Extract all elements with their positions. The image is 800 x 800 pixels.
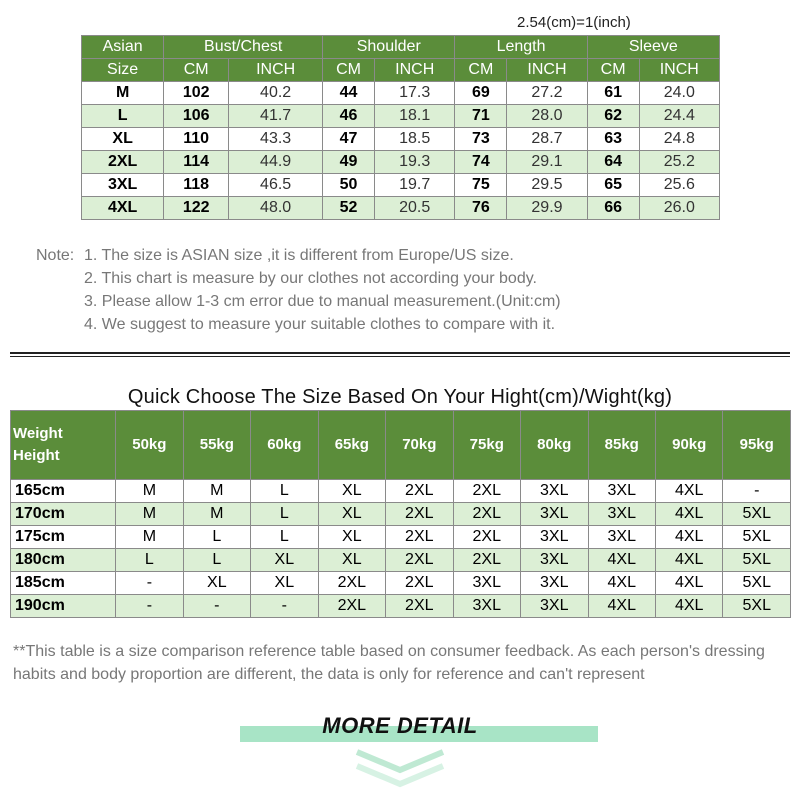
inch-value-cell: 19.7 (375, 174, 455, 197)
size-measurement-table (81, 35, 720, 220)
recommended-size-cell: 2XL (318, 572, 385, 595)
cm-value-cell: 102 (164, 82, 229, 105)
recommended-size-cell: 4XL (655, 526, 722, 549)
height-cell: 190cm (11, 595, 116, 618)
unit-header: INCH (229, 59, 323, 82)
cm-value-cell: 52 (323, 197, 375, 220)
cm-value-cell: 71 (455, 105, 507, 128)
cm-value-cell: 118 (164, 174, 229, 197)
weight-header-cell: 65kg (318, 411, 385, 480)
inch-value-cell: 24.0 (639, 82, 719, 105)
unit-conversion-note: 2.54(cm)=1(inch) (517, 14, 631, 31)
inch-value-cell: 27.2 (507, 82, 587, 105)
height-row (11, 480, 791, 503)
recommended-size-cell: - (723, 480, 791, 503)
section-divider (10, 356, 790, 357)
inch-value-cell: 29.5 (507, 174, 587, 197)
recommended-size-cell: 3XL (588, 503, 655, 526)
inch-value-cell: 29.9 (507, 197, 587, 220)
recommended-size-cell: - (116, 572, 183, 595)
height-cell: 170cm (11, 503, 116, 526)
header-length: Length (455, 36, 587, 59)
recommended-size-cell: 3XL (453, 595, 520, 618)
recommended-size-cell: 2XL (386, 480, 453, 503)
cm-value-cell: 61 (587, 82, 639, 105)
recommended-size-cell: 3XL (453, 572, 520, 595)
recommended-size-cell: L (251, 480, 318, 503)
header-asian: Asian (82, 36, 164, 59)
recommended-size-cell: 5XL (723, 595, 791, 618)
recommended-size-cell: 3XL (521, 572, 588, 595)
unit-header: INCH (639, 59, 719, 82)
cm-value-cell: 75 (455, 174, 507, 197)
recommended-size-cell: 3XL (521, 503, 588, 526)
recommended-size-cell: 2XL (386, 549, 453, 572)
note-text: 1. The size is ASIAN size ,it is different from Europe/US size. (84, 247, 514, 264)
recommended-size-cell: 2XL (453, 549, 520, 572)
header-sleeve: Sleeve (587, 36, 719, 59)
recommended-size-cell: XL (318, 503, 385, 526)
inch-value-cell: 41.7 (229, 105, 323, 128)
recommended-size-cell: 3XL (521, 526, 588, 549)
recommended-size-cell: 4XL (588, 549, 655, 572)
inch-value-cell: 44.9 (229, 151, 323, 174)
recommended-size-cell: L (251, 526, 318, 549)
inch-value-cell: 40.2 (229, 82, 323, 105)
height-cell: 185cm (11, 572, 116, 595)
inch-value-cell: 26.0 (639, 197, 719, 220)
inch-value-cell: 25.6 (639, 174, 719, 197)
recommended-size-cell: XL (318, 480, 385, 503)
cm-value-cell: 114 (164, 151, 229, 174)
header-bust-chest: Bust/Chest (164, 36, 323, 59)
height-row (11, 572, 791, 595)
note-label: Note: (36, 247, 75, 264)
recommended-size-cell: 3XL (521, 549, 588, 572)
chevron-down-icon (355, 748, 445, 788)
size-cell: 2XL (82, 151, 164, 174)
size-row (82, 174, 720, 197)
cm-value-cell: 106 (164, 105, 229, 128)
height-cell: 165cm (11, 480, 116, 503)
note-line (36, 244, 561, 267)
quick-choose-title: Quick Choose The Size Based On Your Hight(cm)/Wight(kg) (127, 386, 673, 408)
size-table-body (82, 82, 720, 220)
recommended-size-cell: L (116, 549, 183, 572)
cm-value-cell: 110 (164, 128, 229, 151)
size-row (82, 105, 720, 128)
recommended-size-cell: XL (183, 572, 250, 595)
cm-value-cell: 74 (455, 151, 507, 174)
size-cell: 3XL (82, 174, 164, 197)
unit-header: INCH (507, 59, 587, 82)
recommended-size-cell: 5XL (723, 572, 791, 595)
inch-value-cell: 24.4 (639, 105, 719, 128)
recommended-size-cell: L (183, 526, 250, 549)
cm-value-cell: 64 (587, 151, 639, 174)
cm-value-cell: 63 (587, 128, 639, 151)
note-line: 4. We suggest to measure your suitable clothes to compare with it. (84, 316, 556, 333)
recommended-size-cell: 3XL (588, 480, 655, 503)
cm-value-cell: 65 (587, 174, 639, 197)
cm-value-cell: 122 (164, 197, 229, 220)
recommended-size-cell: L (251, 503, 318, 526)
recommended-size-cell: 5XL (723, 549, 791, 572)
inch-value-cell: 17.3 (375, 82, 455, 105)
weight-header-cell: 70kg (386, 411, 453, 480)
recommended-size-cell: 4XL (588, 595, 655, 618)
recommended-size-cell: 2XL (386, 503, 453, 526)
cm-value-cell: 49 (323, 151, 375, 174)
weight-header-cell: 60kg (251, 411, 318, 480)
unit-header: CM (323, 59, 375, 82)
corner-weight-label: Weight (13, 425, 63, 442)
recommended-size-cell: 2XL (386, 526, 453, 549)
recommended-size-cell: L (183, 549, 250, 572)
recommended-size-cell: 2XL (318, 595, 385, 618)
weight-header-cell: 90kg (655, 411, 722, 480)
height-weight-table (10, 410, 791, 618)
recommended-size-cell: XL (251, 572, 318, 595)
recommended-size-cell: 3XL (521, 480, 588, 503)
weight-header-cell: 80kg (521, 411, 588, 480)
recommended-size-cell: M (183, 480, 250, 503)
inch-value-cell: 48.0 (229, 197, 323, 220)
unit-header: CM (455, 59, 507, 82)
recommended-size-cell: M (116, 526, 183, 549)
recommended-size-cell: M (116, 480, 183, 503)
size-row (82, 82, 720, 105)
weight-header-cell: 75kg (453, 411, 520, 480)
inch-value-cell: 18.1 (375, 105, 455, 128)
recommended-size-cell: 5XL (723, 503, 791, 526)
recommended-size-cell: 3XL (521, 595, 588, 618)
recommended-size-cell: 4XL (655, 503, 722, 526)
recommended-size-cell: 2XL (453, 480, 520, 503)
recommended-size-cell: XL (318, 549, 385, 572)
more-detail-heading: MORE DETAIL (322, 713, 478, 738)
hw-table-body (11, 480, 791, 618)
height-cell: 175cm (11, 526, 116, 549)
height-row (11, 549, 791, 572)
size-row (82, 151, 720, 174)
cm-value-cell: 66 (587, 197, 639, 220)
unit-header: CM (164, 59, 229, 82)
corner-height-label: Height (13, 447, 60, 464)
recommended-size-cell: M (116, 503, 183, 526)
recommended-size-cell: 4XL (588, 572, 655, 595)
weight-header-cell: 85kg (588, 411, 655, 480)
inch-value-cell: 28.7 (507, 128, 587, 151)
cm-value-cell: 62 (587, 105, 639, 128)
size-cell: M (82, 82, 164, 105)
cm-value-cell: 46 (323, 105, 375, 128)
note-line: 3. Please allow 1-3 cm error due to manual measurement.(Unit:cm) (84, 293, 561, 310)
inch-value-cell: 24.8 (639, 128, 719, 151)
recommended-size-cell: 5XL (723, 526, 791, 549)
size-cell: L (82, 105, 164, 128)
inch-value-cell: 28.0 (507, 105, 587, 128)
height-row (11, 526, 791, 549)
recommended-size-cell: 2XL (386, 572, 453, 595)
recommended-size-cell: 4XL (655, 480, 722, 503)
height-row (11, 503, 791, 526)
hw-header-row (11, 411, 791, 480)
recommended-size-cell: 2XL (386, 595, 453, 618)
recommended-size-cell: 4XL (655, 549, 722, 572)
inch-value-cell: 43.3 (229, 128, 323, 151)
recommended-size-cell: - (183, 595, 250, 618)
inch-value-cell: 19.3 (375, 151, 455, 174)
unit-header: INCH (375, 59, 455, 82)
height-row (11, 595, 791, 618)
recommended-size-cell: 2XL (453, 526, 520, 549)
cm-value-cell: 47 (323, 128, 375, 151)
recommended-size-cell: 3XL (588, 526, 655, 549)
recommended-size-cell: 4XL (655, 595, 722, 618)
size-cell: 4XL (82, 197, 164, 220)
inch-value-cell: 46.5 (229, 174, 323, 197)
cm-value-cell: 50 (323, 174, 375, 197)
recommended-size-cell: M (183, 503, 250, 526)
cm-value-cell: 73 (455, 128, 507, 151)
size-row (82, 128, 720, 151)
recommended-size-cell: 4XL (655, 572, 722, 595)
inch-value-cell: 20.5 (375, 197, 455, 220)
cm-value-cell: 76 (455, 197, 507, 220)
recommended-size-cell: XL (251, 549, 318, 572)
header-size: Size (82, 59, 164, 82)
weight-header-cell: 50kg (116, 411, 183, 480)
section-divider (10, 352, 790, 354)
recommended-size-cell: XL (318, 526, 385, 549)
recommended-size-cell: 2XL (453, 503, 520, 526)
weight-header-cell: 55kg (183, 411, 250, 480)
inch-value-cell: 25.2 (639, 151, 719, 174)
unit-header: CM (587, 59, 639, 82)
weight-header-cell: 95kg (723, 411, 791, 480)
corner-cell (11, 411, 116, 480)
inch-value-cell: 18.5 (375, 128, 455, 151)
notes-block (36, 244, 561, 336)
disclaimer-text: **This table is a size comparison reference table based on consumer feedback. As each person's dressing habits and body proportion are different, the data is only for reference and can't represent (13, 643, 765, 683)
inch-value-cell: 29.1 (507, 151, 587, 174)
size-cell: XL (82, 128, 164, 151)
size-row (82, 197, 720, 220)
recommended-size-cell: - (251, 595, 318, 618)
header-shoulder: Shoulder (323, 36, 455, 59)
cm-value-cell: 44 (323, 82, 375, 105)
height-cell: 180cm (11, 549, 116, 572)
cm-value-cell: 69 (455, 82, 507, 105)
recommended-size-cell: - (116, 595, 183, 618)
note-line: 2. This chart is measure by our clothes not according your body. (84, 270, 537, 287)
